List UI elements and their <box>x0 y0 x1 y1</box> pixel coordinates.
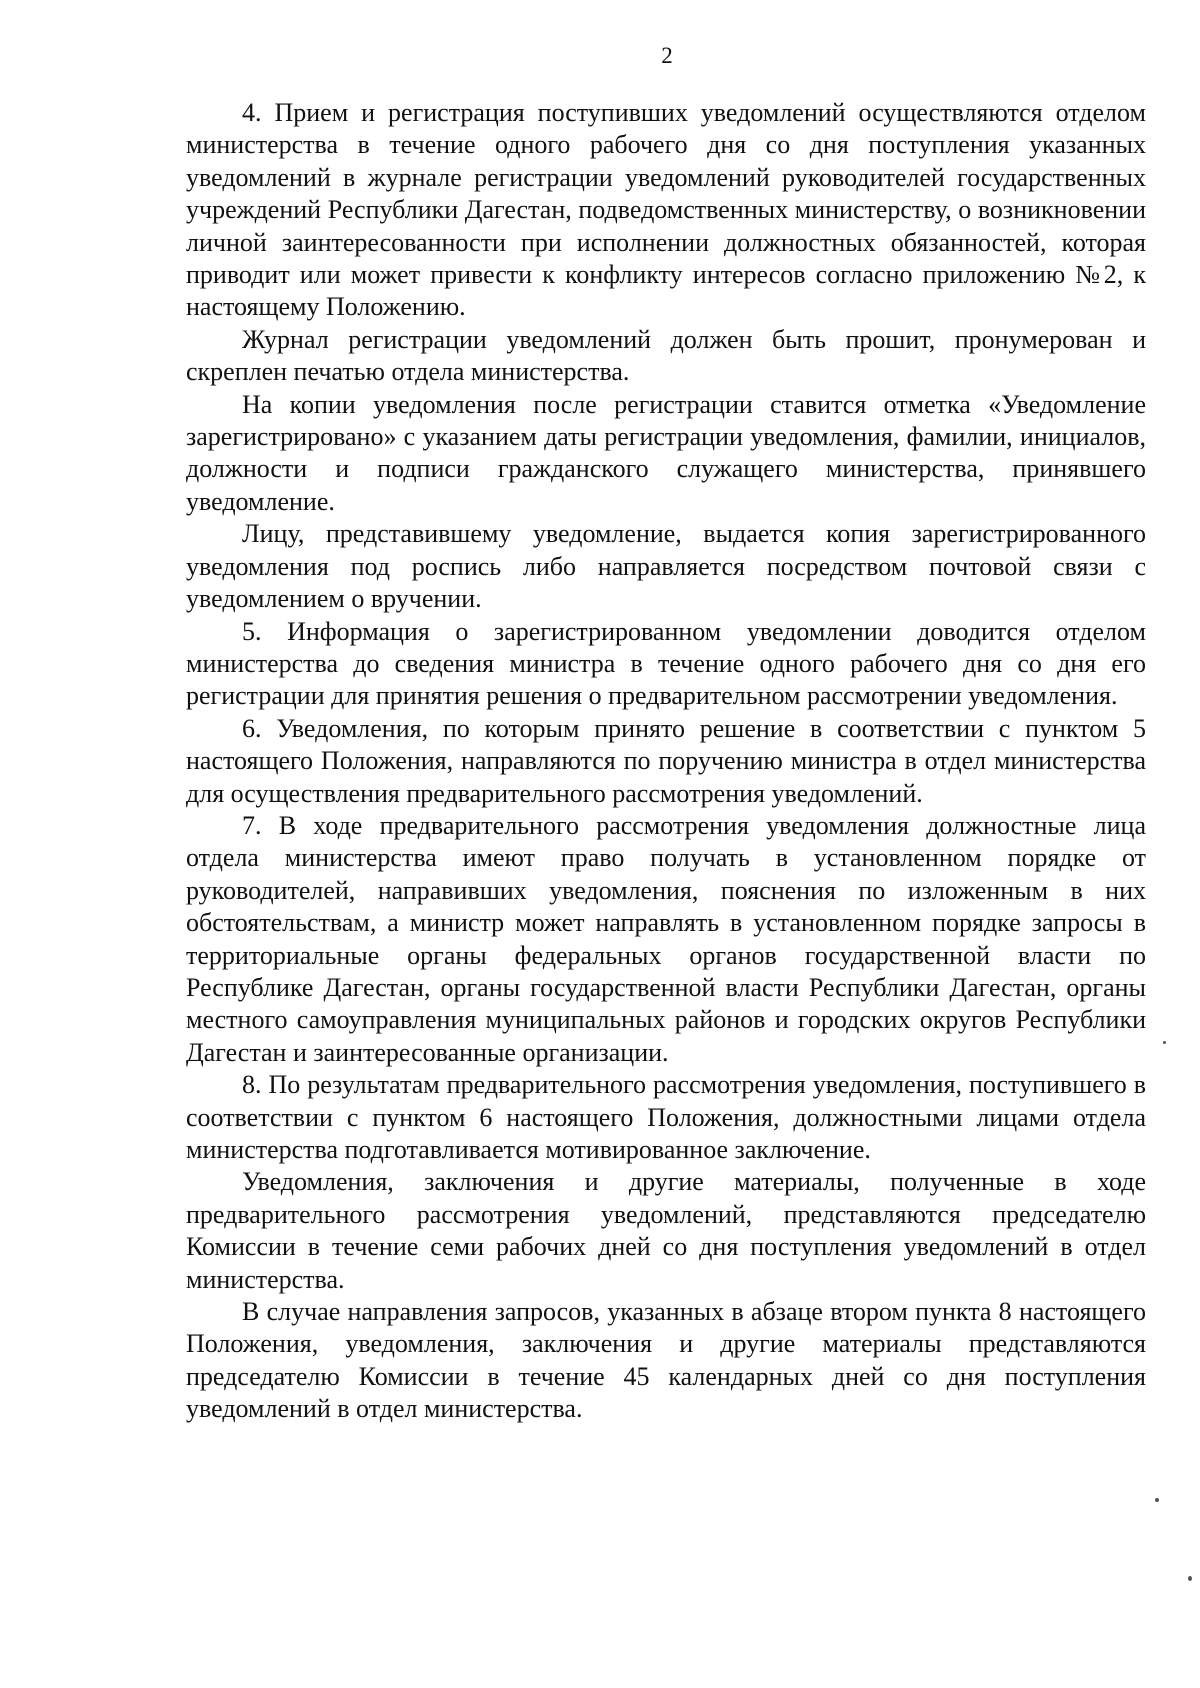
paragraph-5: 5. Информация о зарегистрированном уведомлении доводится отделом министерства до сведения министра в течение одного рабочего дня со дня его регистрации для принятия решения о предварительном рассмотрении уведомления. <box>186 616 1146 711</box>
scan-speck <box>1155 1498 1159 1502</box>
paragraph-4: 4. Прием и регистрация поступивших уведомлений осуществляются отделом министерства в течение одного рабочего дня со дня поступления указанных уведомлений в журнале регистрации уведомлений руководителей государственных учреждений Республики Дагестан, подведомственных министерству, о возникновении личной заинтересованности при исполнении должностных обязанностей, которая приводит или может привести к конфликту интересов согласно приложению №2, к настоящему Положению. <box>186 98 1146 322</box>
paragraph-copy-mark: На копии уведомления после регистрации ставится отметка «Уведомление зарегистрировано» с указанием даты регистрации уведомления, фамилии, инициалов, должности и подписи гражданского служащего министерства, принявшего уведомление. <box>186 389 1146 516</box>
scan-speck <box>1163 1041 1166 1044</box>
paragraph-7: 7. В ходе предварительного рассмотрения уведомления должностные лица отдела министерства имеют право получать в установленном порядке от руководителей, направивших уведомления, пояснения по изложенным в них обстоятельствам, а министр может направлять в установленном порядке запросы в территориальные органы федеральных органов государственной власти по Республике Дагестан, органы государственной власти Республики Дагестан, органы местного самоуправления муниципальных районов и городских округов Республики Дагестан и заинтересованные организации. <box>186 810 1146 1067</box>
paragraph-materials: Уведомления, заключения и другие материалы, полученные в ходе предварительного рассмотрения уведомлений, представляются председателю Комиссии в течение семи рабочих дней со дня поступления уведомлений в отдел министерства. <box>186 1167 1146 1294</box>
paragraph-6: 6. Уведомления, по которым принято решение в соответствии с пунктом 5 настоящего Положения, направляются по поручению министра в отдел министерства для осуществления предварительного рассмотрения уведомлений. <box>186 713 1146 808</box>
paragraph-requests: В случае направления запросов, указанных в абзаце втором пункта 8 настоящего Положения, уведомления, заключения и другие материалы представляются председателю Комиссии в течение 45 календарных дней со дня поступления уведомлений в отдел министерства. <box>186 1297 1146 1424</box>
scan-speck <box>1188 1576 1192 1581</box>
page-number: 2 <box>661 43 673 68</box>
paragraph-8: 8. По результатам предварительного рассмотрения уведомления, поступившего в соответствии с пунктом 6 настоящего Положения, должностными лицами отдела министерства подготавливается мотивированное заключение. <box>186 1070 1146 1164</box>
document-body <box>186 97 1146 1426</box>
paragraph-copy-issue: Лицу, представившему уведомление, выдается копия зарегистрированного уведомления под роспись либо направляется посредством почтовой связи с уведомлением о вручении. <box>186 519 1146 614</box>
paragraph-journal: Журнал регистрации уведомлений должен быть прошит, пронумерован и скреплен печатью отдела министерства. <box>186 324 1146 387</box>
